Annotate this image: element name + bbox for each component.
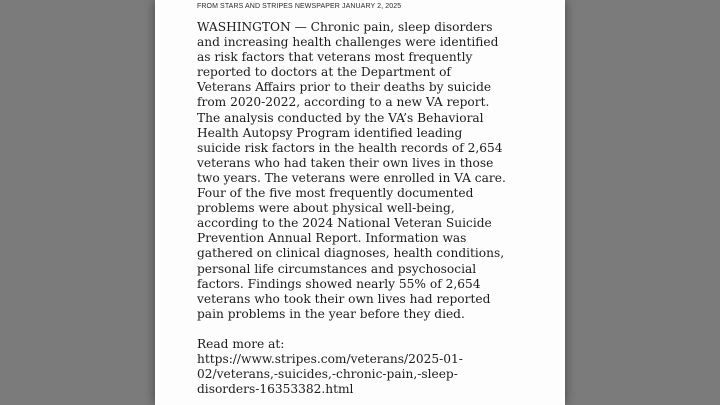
- article-url-line[interactable]: https://www.stripes.com/veterans/2025-01-: [197, 352, 463, 367]
- article-line: suicide risk factors in the health records of 2,654: [197, 140, 503, 155]
- article-line: Prevention Annual Report. Information was: [197, 231, 467, 246]
- article-line: and increasing health challenges were identified: [197, 35, 499, 50]
- article-line: pain problems in the year before they died.: [197, 306, 465, 321]
- article-url-line[interactable]: 02/veterans,-suicides,-chronic-pain,-sleep-: [197, 367, 458, 382]
- article-line: as risk factors that veterans most frequently: [197, 50, 473, 65]
- document-page: [155, 0, 565, 405]
- article-body: [197, 20, 557, 397]
- article-line: from 2020-2022, according to a new VA report.: [197, 95, 490, 110]
- paragraph-gap: [197, 322, 557, 337]
- article-line: reported to doctors at the Department of: [197, 65, 451, 80]
- article-line: Health Autopsy Program identified leading: [197, 125, 463, 140]
- read-more-label: Read more at:: [197, 336, 285, 351]
- article-line: Veterans Affairs prior to their deaths by suicide: [197, 80, 492, 95]
- article-line: personal life circumstances and psychosocial: [197, 261, 477, 276]
- article-line: The analysis conducted by the VA’s Behavioral: [197, 110, 484, 125]
- article-line: veterans who had taken their own lives in those: [197, 155, 494, 170]
- article-line: according to the 2024 National Veteran Suicide: [197, 216, 492, 231]
- article-line: two years. The veterans were enrolled in VA care.: [197, 170, 506, 185]
- source-line: FROM STARS AND STRIPES NEWSPAPER JANUARY 2, 2025: [197, 3, 402, 10]
- article-line: veterans who took their own lives had reported: [197, 291, 491, 306]
- article-line: problems were about physical well-being,: [197, 201, 455, 216]
- article-url-line[interactable]: disorders-16353382.html: [197, 382, 354, 397]
- article-line: factors. Findings showed nearly 55% of 2,654: [197, 276, 481, 291]
- article-line: gathered on clinical diagnoses, health conditions,: [197, 246, 505, 261]
- article-line: WASHINGTON — Chronic pain, sleep disorders: [197, 20, 493, 34]
- article-line: Four of the five most frequently documented: [197, 186, 474, 201]
